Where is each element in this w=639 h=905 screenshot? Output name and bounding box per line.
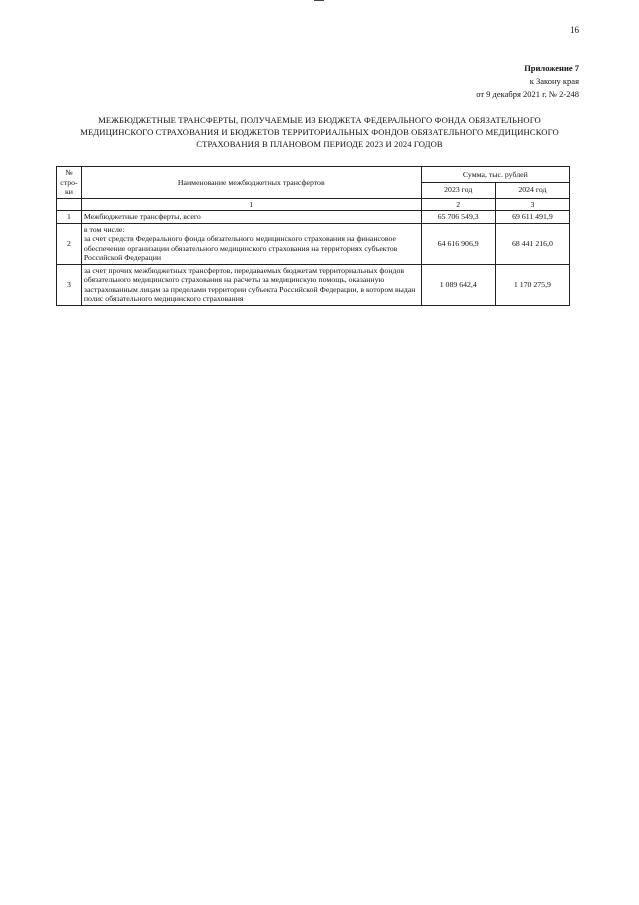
header-row-1 bbox=[57, 167, 570, 183]
column-index-row bbox=[57, 198, 570, 211]
header-2024: 2024 год bbox=[495, 182, 569, 198]
appendix-law: к Закону края bbox=[529, 76, 579, 86]
table-row bbox=[57, 264, 570, 305]
row-name: за счет средств Федерального фонда обязательного медицинского страхования на финансовое обеспечение организации обязательного медицинского страхования на территориях субъектов Российской Федерации bbox=[83, 234, 398, 262]
index-cell-2: 2 bbox=[421, 198, 495, 211]
index-cell-3: 3 bbox=[495, 198, 569, 211]
top-edge-mark bbox=[314, 0, 324, 1]
header-name: Наименование межбюджетных трансфертов bbox=[81, 167, 421, 199]
title-line-1: МЕЖБЮДЖЕТНЫЕ ТРАНСФЕРТЫ, ПОЛУЧАЕМЫЕ ИЗ БЮДЖЕТА ФЕДЕРАЛЬНОГО ФОНДА ОБЯЗАТЕЛЬНОГО bbox=[98, 115, 541, 125]
table-row bbox=[57, 223, 570, 264]
row-value-2024: 69 611 491,9 bbox=[495, 211, 569, 224]
row-value-2023: 1 089 642,4 bbox=[421, 264, 495, 305]
index-cell-1: 1 bbox=[81, 198, 421, 211]
row-name: за счет прочих межбюджетных трансфертов, передаваемых бюджетам территориальных фондов обязательного медицинского страхования на расчеты за медицинскую помощь, оказанную застрахованным лицам за пределами территории субъекта Российской Федерации, в котором выдан полис обязательного медицинского страхования bbox=[81, 264, 421, 305]
header-row-number: № стро-ки bbox=[57, 167, 82, 199]
table-row bbox=[57, 211, 570, 224]
header-sum: Сумма, тыс. рублей bbox=[421, 167, 569, 183]
transfers-table bbox=[56, 166, 570, 306]
row-number: 3 bbox=[57, 264, 82, 305]
row-name: Межбюджетные трансферты, всего bbox=[81, 211, 421, 224]
header-2023: 2023 год bbox=[421, 182, 495, 198]
row-value-2023: 64 616 906,9 bbox=[421, 223, 495, 264]
row-name-cell bbox=[81, 223, 421, 264]
row-number: 1 bbox=[57, 211, 82, 224]
row-value-2024: 68 441 216,0 bbox=[495, 223, 569, 264]
appendix-title: Приложение 7 bbox=[524, 63, 579, 73]
row-number: 2 bbox=[57, 223, 82, 264]
page-number: 16 bbox=[570, 25, 579, 35]
row-value-2024: 1 170 275,9 bbox=[495, 264, 569, 305]
document-title bbox=[50, 114, 589, 150]
appendix-date: от 9 декабря 2021 г. № 2-248 bbox=[476, 89, 579, 99]
row-prefix: в том числе: bbox=[83, 224, 125, 234]
title-line-2: МЕДИЦИНСКОГО СТРАХОВАНИЯ И БЮДЖЕТОВ ТЕРРИТОРИАЛЬНЫХ ФОНДОВ ОБЯЗАТЕЛЬНОГО МЕДИЦИНСКОГО bbox=[80, 127, 559, 137]
title-line-3: СТРАХОВАНИЯ В ПЛАНОВОМ ПЕРИОДЕ 2023 И 2024 ГОДОВ bbox=[196, 139, 443, 149]
index-cell-0 bbox=[57, 198, 82, 211]
appendix-reference bbox=[476, 62, 579, 101]
row-value-2023: 65 706 549,3 bbox=[421, 211, 495, 224]
